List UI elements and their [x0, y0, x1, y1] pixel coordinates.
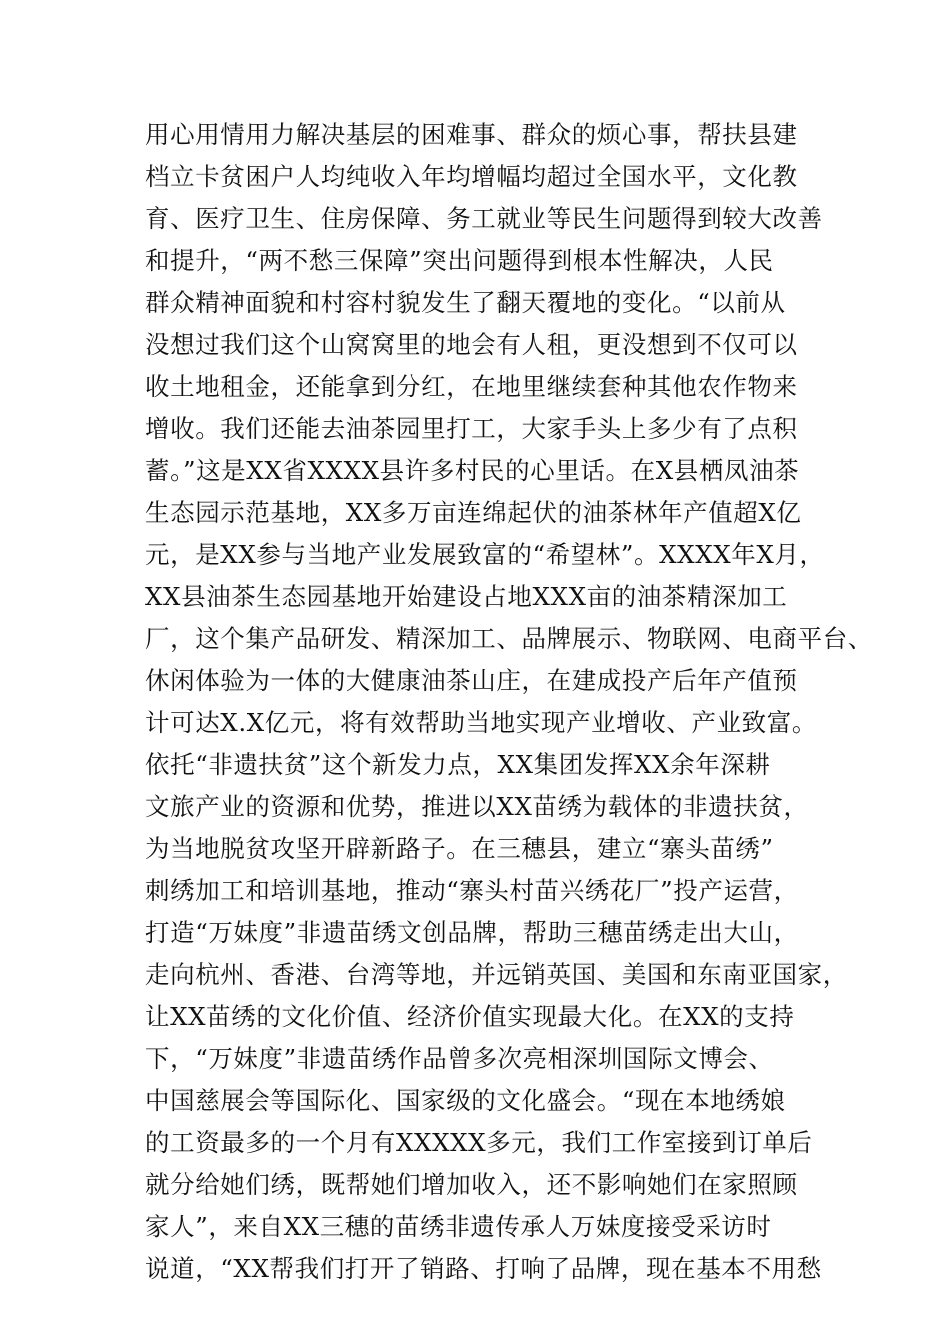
- text-line: 厂，这个集产品研发、精深加工、品牌展示、物联网、电商平台、: [145, 624, 873, 653]
- text-line: 刺绣加工和培训基地，推动“寨头村苗兴绣花厂”投产运营，: [145, 876, 799, 905]
- text-line: 档立卡贫困户人均纯收入年均增幅均超过全国水平，文化教: [145, 162, 798, 191]
- text-line: XX县油茶生态园基地开始建设占地XXX亩的油茶精深加工: [145, 582, 788, 611]
- text-line: 蓄。”这是XX省XXXX县许多村民的心里话。在X县栖凤油茶: [145, 456, 800, 485]
- text-line: 的工资最多的一个月有XXXXX多元，我们工作室接到订单后: [145, 1128, 813, 1157]
- text-line: 为当地脱贫攻坚开辟新路子。在三穗县，建立“寨头苗绣”: [145, 834, 774, 863]
- text-line: 中国慈展会等国际化、国家级的文化盛会。“现在本地绣娘: [145, 1086, 786, 1115]
- text-line: 育、医疗卫生、住房保障、务工就业等民生问题得到较大改善: [145, 204, 823, 233]
- body-paragraph: [145, 114, 873, 1290]
- text-line: 增收。我们还能去油茶园里打工，大家手头上多少有了点积: [145, 414, 798, 443]
- text-line: 依托“非遗扶贫”这个新发力点，XX集团发挥XX余年深耕: [145, 750, 771, 779]
- text-line: 打造“万妹度”非遗苗绣文创品牌，帮助三穗苗绣走出大山，: [145, 918, 799, 947]
- text-line: 用心用情用力解决基层的困难事、群众的烦心事，帮扶县建: [145, 120, 798, 149]
- text-line: 群众精神面貌和村容村貌发生了翻天覆地的变化。“以前从: [145, 288, 786, 317]
- text-line: 没想过我们这个山窝窝里的地会有人租，更没想到不仅可以: [145, 330, 798, 359]
- text-line: 文旅产业的资源和优势，推进以XX苗绣为载体的非遗扶贫，: [145, 792, 809, 821]
- text-line: 和提升，“两不愁三保障”突出问题得到根本性解决，人民: [145, 246, 774, 275]
- text-line: 收土地租金，还能拿到分红，在地里继续套种其他农作物来: [145, 372, 798, 401]
- text-line: 生态园示范基地，XX多万亩连绵起伏的油茶林年产值超X亿: [145, 498, 802, 527]
- text-line: 走向杭州、香港、台湾等地，并远销英国、美国和东南亚国家，: [145, 960, 848, 989]
- text-line: 休闲体验为一体的大健康油茶山庄，在建成投产后年产值预: [145, 666, 798, 695]
- text-line: 元，是XX参与当地产业发展致富的“希望林”。XXXX年X月，: [145, 540, 825, 569]
- text-line: 就分给她们绣，既帮她们增加收入，还不影响她们在家照顾: [145, 1170, 798, 1199]
- text-line: 计可达X.X亿元，将有效帮助当地实现产业增收、产业致富。: [145, 708, 817, 737]
- text-line: 说道，“XX帮我们打开了销路、打响了品牌，现在基本不用愁: [145, 1254, 822, 1283]
- text-line: 让XX苗绣的文化价值、经济价值实现最大化。在XX的支持: [145, 1002, 795, 1031]
- text-line: 家人”，来自XX三穗的苗绣非遗传承人万妹度接受采访时: [145, 1212, 772, 1241]
- text-line: 下，“万妹度”非遗苗绣作品曾多次亮相深圳国际文博会、: [145, 1044, 774, 1073]
